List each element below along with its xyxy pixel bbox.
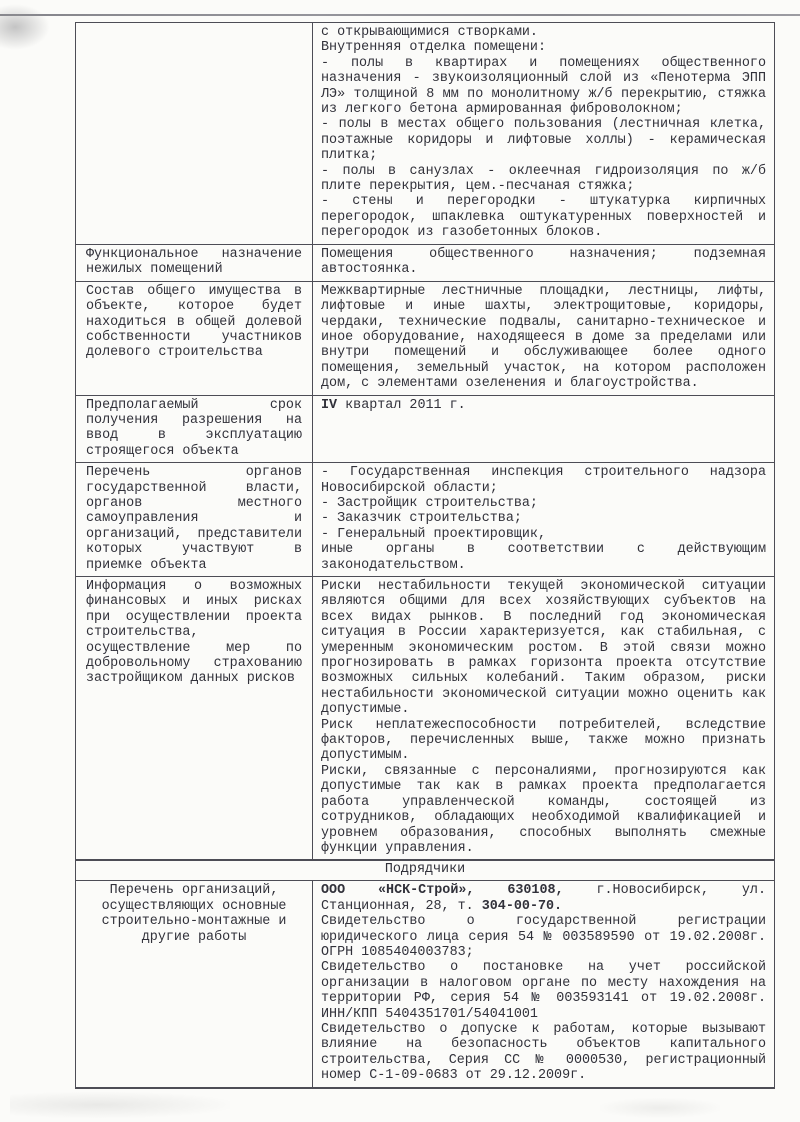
scan-smudge-bottom-middle [600, 1098, 720, 1118]
label-cell-common-property: Состав общего имущества в объекте, которое будет находиться в общей долевой собственности участников долевого строительства [76, 282, 313, 395]
table-row-acceptance-authorities [76, 462, 774, 576]
paragraph: Риски, связанные с персоналиями, прогнозируются как допустимые так как в рамках проекта предполагается работа управленческой команды, состоящей из сотрудников, обладающих необходимой квалификацией и уровнем образования, способных выполнять смежные функции управления. [321, 763, 766, 856]
value-cell-commissioning-deadline [313, 396, 774, 463]
label-cell-empty [76, 23, 313, 244]
contractor-phone-bold: 304-00-70. [481, 898, 563, 914]
table-row-common-property [76, 281, 774, 395]
label-cell-contractors-list: Перечень организаций, осуществляющих основные строительно-монтажные и другие работы [76, 881, 313, 1086]
paragraph: - Государственная инспекция строительного надзора Новосибирской области; [321, 465, 766, 496]
contractor-name-bold: ООО «НСК-Строй», 630108, [321, 883, 564, 899]
paragraph: Межквартирные лестничные площадки, лестницы, лифты, лифтовые и иные шахты, электрощитовые, коридоры, чердаки, технические подвалы, санитарно-техническое и иное оборудование, находящееся в доме за пределами или внутри помещений и обслуживающее более одного помещения, земельный участок, на котором расположен дом, с элементами озеленения и благоустройства. [321, 283, 766, 392]
scan-smudge-top-left [0, 4, 50, 50]
table-row-commissioning-deadline [76, 395, 774, 463]
label-cell-commissioning-deadline: Предполагаемый срок получения разрешения на ввод в эксплуатацию строящегося объекта [76, 396, 313, 463]
paragraph: - Генеральный проектировщик, [321, 526, 546, 542]
deadline-quarter-bold: IV [321, 397, 338, 413]
table-row-interior-finish-continuation [76, 23, 774, 244]
paragraph: Внутренняя отделка помещени: [321, 40, 546, 56]
label-cell-nonresidential-purpose: Функциональное назначение нежилых помещений [76, 245, 313, 281]
scan-smudge-bottom-left [10, 1092, 230, 1118]
label-cell-acceptance-authorities: Перечень органов государственной власти, органов местного самоуправления и организаций, представители которых участвуют в приемке объекта [76, 463, 313, 576]
paragraph: Свидетельство о государственной регистрации юридического лица серия 54 № 003589590 от 19.02.2008г. ОГРН 1085404003783; [321, 914, 766, 960]
paragraph: - полы в квартирах и помещениях общественного назначения - звукоизоляционный слой из «Пенотерма ЭПП ЛЭ» толщиной 8 мм по монолитному ж/б перекрытию, стяжка из легкого бетона армированная фиброволокном; [321, 55, 766, 118]
page-top-scan-line [0, 14, 800, 16]
paragraph: Риски нестабильности текущей экономической ситуации являются общими для всех хозяйствующих субъектов на всех видах рынков. В последний год экономическая ситуация в России характеризуется, как стабильная, с умеренным экономическим ростом. В этой связи можно прогнозировать в рамках горизонта проекта отсутствие возможных сильных колебаний. Таким образом, риски нестабильности экономической ситуации можно оценить как допустимые. [321, 579, 766, 718]
paragraph: - стены и перегородки - штукатурка кирпичных перегородок, шпаклевка оштукатуренных поверхностей и перегородок из газобетонных блоков. [321, 194, 766, 241]
deadline-paragraph [321, 398, 766, 413]
paragraph: Свидетельство о допуске к работам, которые вызывают влияние на безопасность объектов капитального строительства, Серия СС № 0000530, регистрационный номер С-1-09-0683 от 29.12.2009г. [321, 1021, 766, 1084]
label-cell-financial-risks: Информация о возможных финансовых и иных рисках при осуществлении проекта строительства, осуществление мер по добровольному страхованию застройщиком данных рисков [76, 577, 313, 859]
table-row-contractors-list [76, 880, 774, 1086]
contractor-address-mid: г.Новосибирск, ул. Станционная, 28, т. [321, 883, 766, 914]
value-cell-contractors-list [313, 881, 774, 1086]
deadline-rest: квартал 2011 г. [345, 397, 466, 413]
paragraph: Свидетельство о постановке на учет российской организации в налоговом органе по месту нахождения на территории РФ, серия 54 № 003593141 от 19.02.2008г. ИНН/КПП 5404351701/54041001 [321, 960, 766, 1022]
paragraph: Риск неплатежеспособности потребителей, вследствие факторов, перечисленных выше, также можно признать допустимым. [321, 717, 766, 764]
paragraph: - Заказчик строительства; [321, 511, 522, 527]
section-header-contractors: Подрядчики [384, 862, 466, 878]
contractor-certificates [321, 914, 766, 1083]
value-cell-financial-risks [313, 577, 774, 859]
table-section-header-row [76, 859, 774, 880]
value-cell-nonresidential-purpose [313, 245, 774, 281]
value-cell-common-property [313, 282, 774, 395]
paragraph: - Застройщик строительства; [321, 495, 538, 511]
value-cell-interior-finish [313, 23, 774, 244]
paragraph: Помещения общественного назначения; подземная автостоянка. [321, 246, 766, 278]
project-declaration-table [75, 22, 775, 1089]
table-row-nonresidential-purpose [76, 244, 774, 281]
value-cell-acceptance-authorities [313, 463, 774, 576]
paragraph: с открывающимися створками. [321, 25, 538, 40]
table-row-financial-risks [76, 576, 774, 859]
paragraph: иные органы в соответствии с действующим законодательством. [321, 542, 766, 573]
paragraph: - полы в местах общего пользования (лестничная клетка, поэтажные коридоры и лифтовые холлы) - керамическая плитка; [321, 117, 766, 164]
contractor-address-paragraph [321, 883, 766, 914]
paragraph: - полы в санузлах - оклеечная гидроизоляция по ж/б плите перекрытия, цем.-песчаная стяжка; [321, 163, 766, 195]
